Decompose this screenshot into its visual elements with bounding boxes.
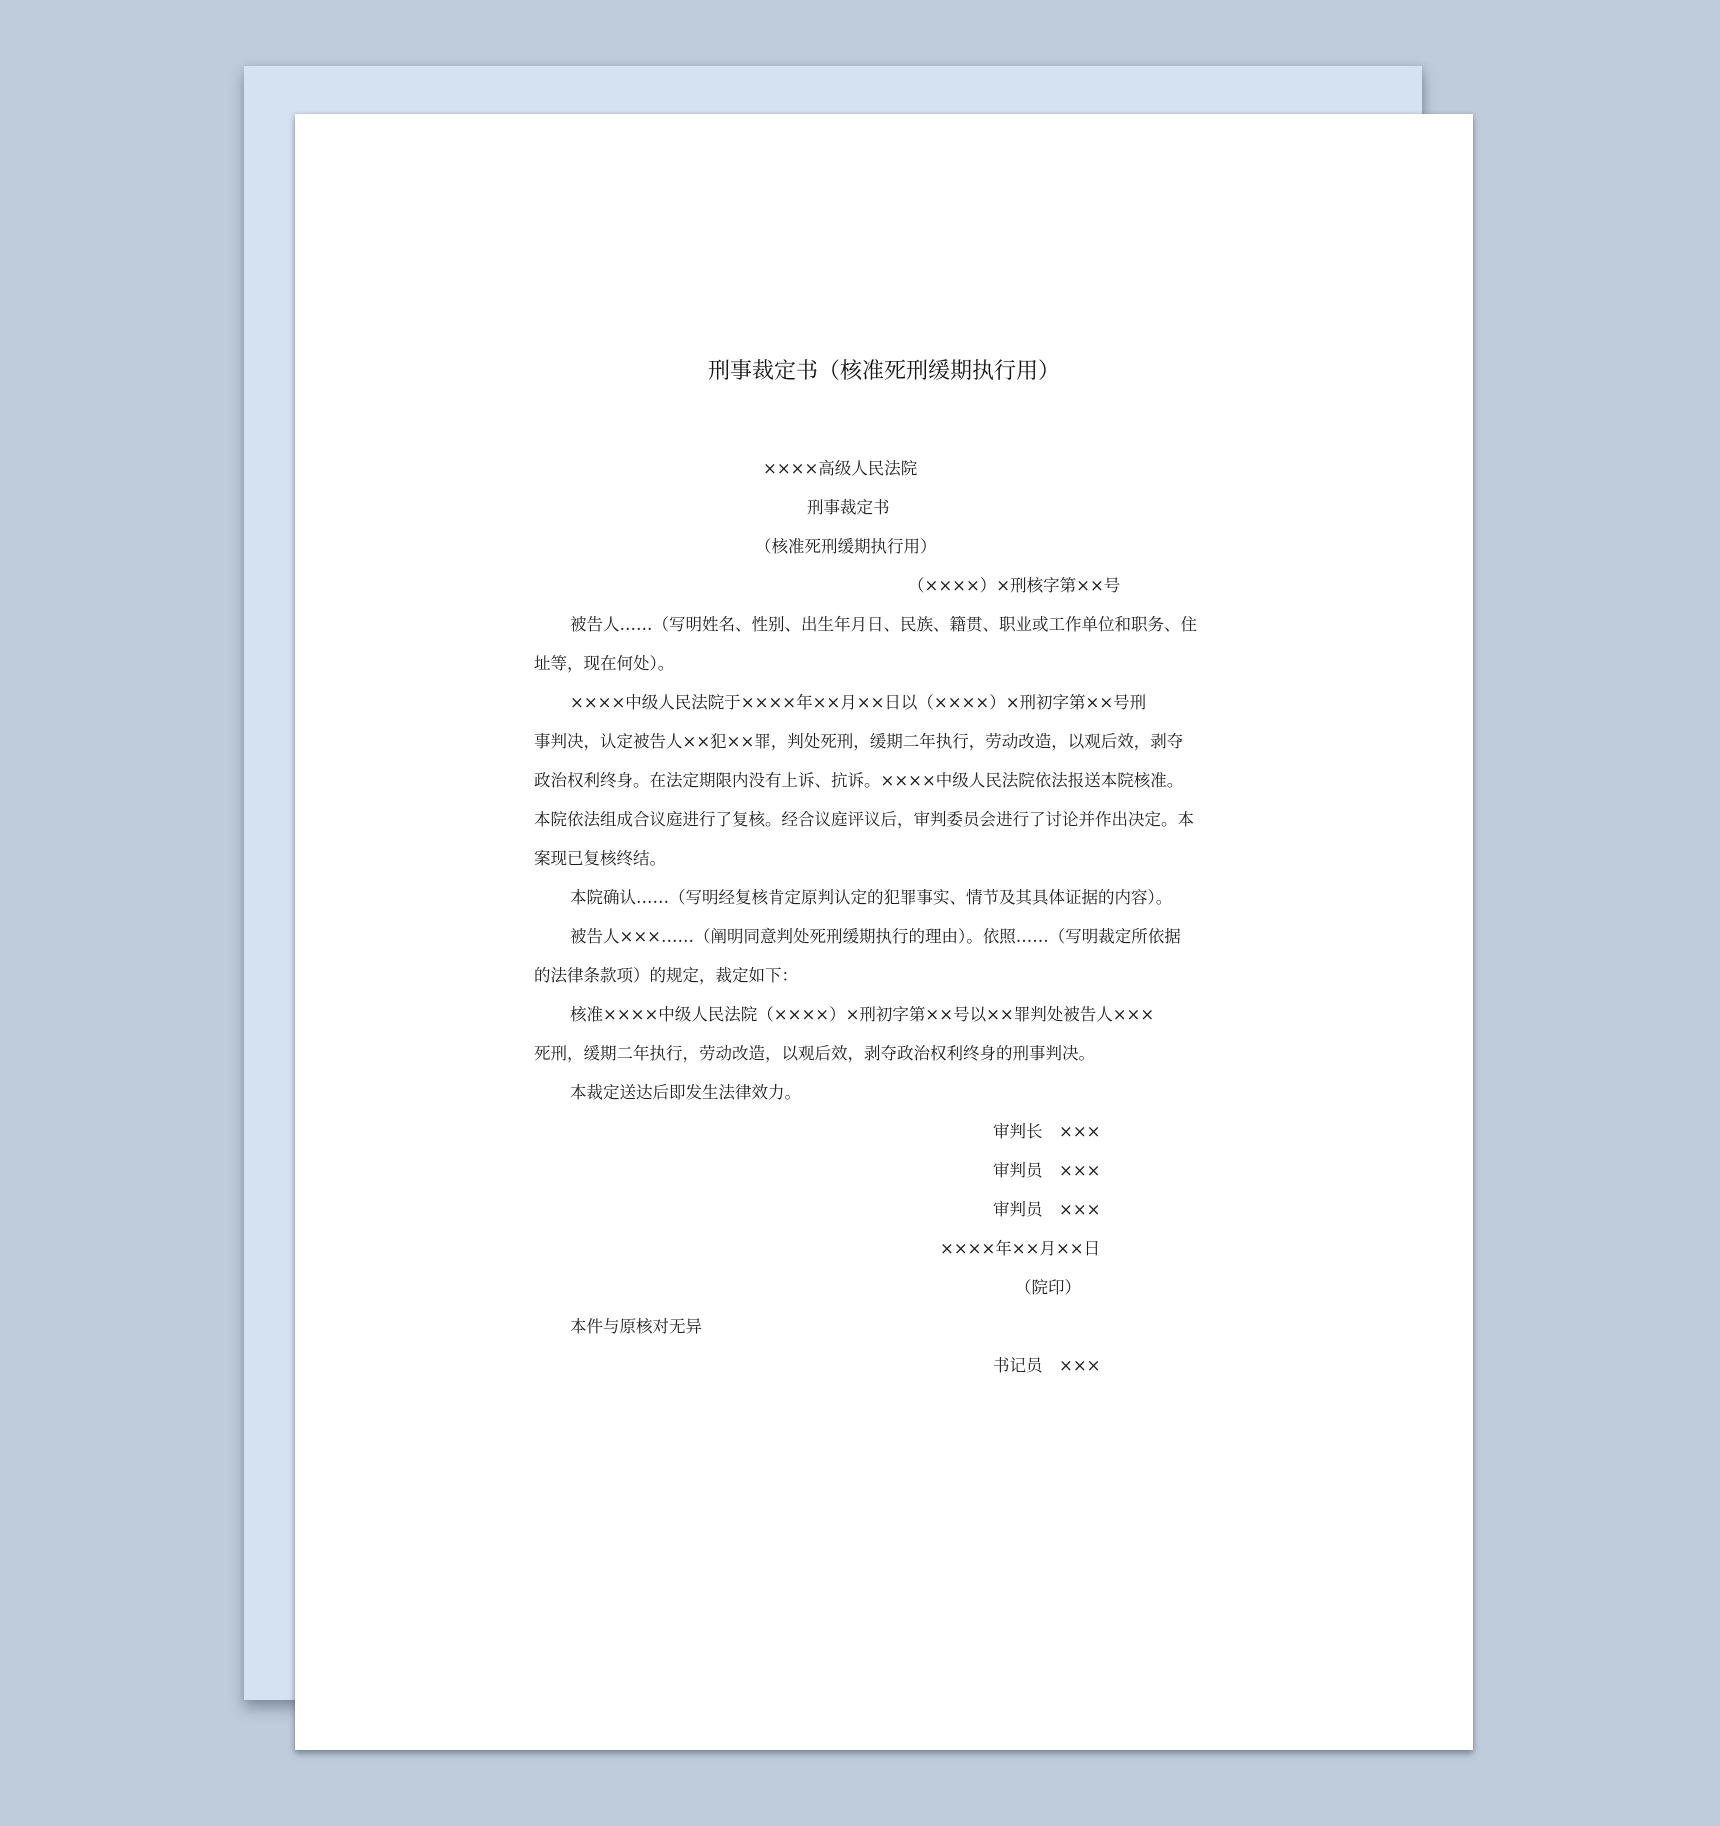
body-line: 案现已复核终结。 <box>534 849 666 868</box>
body-line: ××××中级人民法院于××××年××月××日以（××××）×刑初字第××号刑 <box>570 693 1147 712</box>
verification-note: 本件与原核对无异 <box>570 1317 702 1336</box>
clerk-signature: 书记员 ××× <box>993 1356 1101 1375</box>
document-type: 刑事裁定书 <box>807 498 890 517</box>
body-line: 政治权利终身。在法定期限内没有上诉、抗诉。××××中级人民法院依法报送本院核准。 <box>534 771 1184 790</box>
body-line: 本院依法组成合议庭进行了复核。经合议庭评议后，审判委员会进行了讨论并作出决定。本 <box>534 810 1194 829</box>
body-line: 本裁定送达后即发生法律效力。 <box>570 1083 801 1102</box>
document-page <box>295 114 1473 1750</box>
body-line: 被告人×××……（阐明同意判处死刑缓期执行的理由）。依照……（写明裁定所依据 <box>570 927 1181 946</box>
body-line: 事判决，认定被告人××犯××罪，判处死刑，缓期二年执行，劳动改造，以观后效，剥夺 <box>534 732 1184 751</box>
body-line: 本院确认……（写明经复核肯定原判认定的犯罪事实、情节及其具体证据的内容）。 <box>570 888 1173 907</box>
body-line: 被告人……（写明姓名、性别、出生年月日、民族、籍贯、职业或工作单位和职务、住 <box>570 615 1197 634</box>
judgment-date: ××××年××月××日 <box>940 1239 1101 1258</box>
body-line: 死刑，缓期二年执行，劳动改造，以观后效，剥夺政治权利终身的刑事判决。 <box>534 1044 1095 1063</box>
document-usage: （核准死刑缓期执行用） <box>755 537 937 556</box>
document-title: 刑事裁定书（核准死刑缓期执行用） <box>707 359 1060 384</box>
presiding-judge-signature: 审判长 ××× <box>993 1122 1101 1141</box>
body-line: 的法律条款项）的规定，裁定如下： <box>534 966 798 985</box>
case-number: （××××）×刑核字第××号 <box>908 576 1121 595</box>
judge-signature: 审判员 ××× <box>993 1200 1101 1219</box>
court-name: ××××高级人民法院 <box>763 459 918 478</box>
court-seal: （院印） <box>1015 1278 1081 1297</box>
judge-signature: 审判员 ××× <box>993 1161 1101 1180</box>
body-line: 核准××××中级人民法院（××××）×刑初字第××号以××罪判处被告人××× <box>570 1005 1155 1024</box>
body-line: 址等，现在何处）。 <box>534 654 675 673</box>
